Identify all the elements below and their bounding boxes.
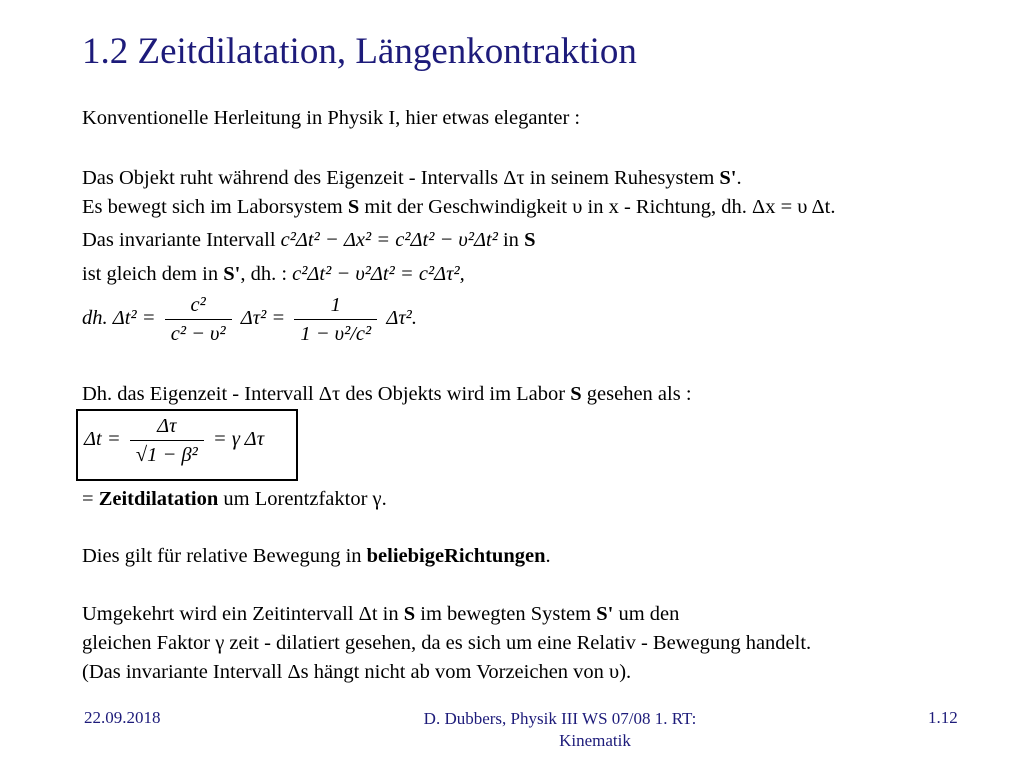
fraction-1: $\frac{\text{c²}}{\text{c² − υ²}}$ [165,293,232,346]
line-invariante-intervall: Das invariante Intervall c²Δt² − Δx² = c²Δt² − υ²Δt² in S [82,229,536,251]
line-invariante-ds: (Das invariante Intervall Δs hängt nicht ab vom Vorzeichen von υ). [82,661,632,683]
footer-author: D. Dubbers, Physik III WS 07/08 1. RT: Kinematik [423,709,697,750]
slide-title: 1.2 Zeitdilatation, Längenkontraktion [82,31,637,72]
footer-page-number: 1.12 [928,708,958,727]
line-beliebige-richtungen: Dies gilt für relative Bewegung in beliebigeRichtungen. [82,545,551,567]
line-dh-eigenzeit: Dh. das Eigenzeit - Intervall Δτ des Objekts wird im Labor S gesehen als : [82,383,692,405]
intro-line: Konventionelle Herleitung in Physik I, hier etwas eleganter : [82,107,581,129]
line-gleichen-faktor: gleichen Faktor γ zeit - dilatiert gesehen, da es sich um eine Relativ - Bewegung handelt. [82,632,812,654]
line-zeitdilatation: = Zeitdilatation um Lorentzfaktor γ. [82,488,387,510]
line-laborsystem: Es bewegt sich im Laborsystem S mit der Geschwindigkeit υ in x - Richtung, dh. Δx = υ Δt. [82,196,836,218]
fraction-2: $\frac{1}{\text{1 − υ²/c²}}$ [294,293,377,346]
line-eigenzeit: Das Objekt ruht während des Eigenzeit - Intervalls Δτ in seinem Ruhesystem S'. [82,167,742,189]
line-gleich: ist gleich dem in S', dh. : c²Δt² − υ²Δt² = c²Δτ², [82,263,465,285]
footer-date: 22.09.2018 [84,708,161,727]
formula-time-dilation: Δt = $\frac{\Delta\tau}{\text{√1 − β²}}$ = γ Δτ [84,415,265,466]
line-umgekehrt: Umgekehrt wird ein Zeitintervall Δt in S im bewegten System S' um den [82,603,680,625]
fraction-box: $\frac{\Delta\tau}{\text{√1 − β²}}$ [130,414,204,467]
equation-dt-squared: dh. Δt² = $\frac{\text{c²}}{\text{c² − υ²}}$ Δτ² = $\frac{1}{\text{1 − υ²/c²}}$ Δτ². [82,294,417,345]
